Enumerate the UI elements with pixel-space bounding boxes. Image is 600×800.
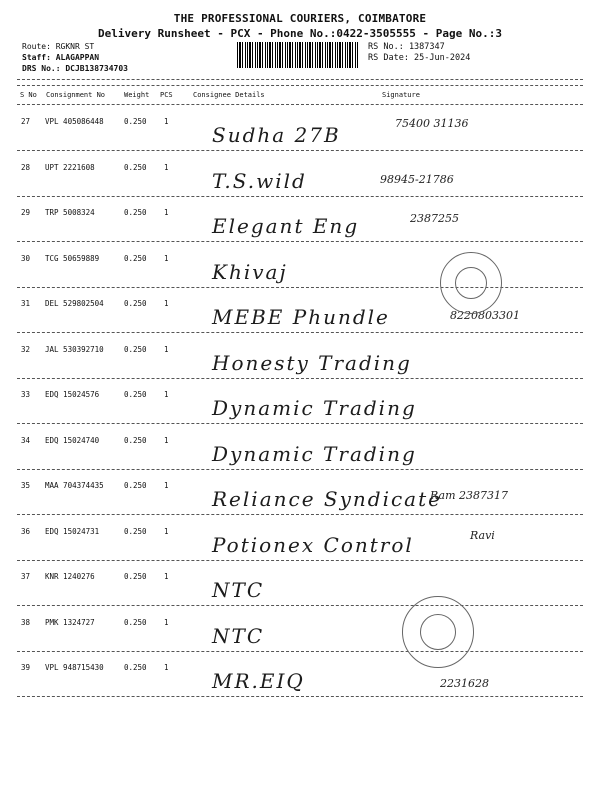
runsheet-meta-left: [22, 41, 128, 74]
row-weight: 0.250: [124, 163, 147, 172]
row-pcs: 1: [164, 572, 169, 581]
row-weight: 0.250: [124, 527, 147, 536]
row-sno: 30: [21, 254, 31, 263]
row-consignment-no: DEL 529802504: [45, 299, 104, 308]
row-divider: [17, 423, 583, 424]
row-sno: 29: [21, 208, 31, 217]
row-consignment-no: EDQ 15024740: [45, 436, 100, 445]
row-consignment-no: EDQ 15024576: [45, 390, 100, 399]
col-pcs-header: PCS: [160, 91, 173, 99]
row-divider: [17, 196, 583, 197]
row-divider: [17, 378, 583, 379]
row-divider: [17, 651, 583, 652]
row-signature-note: 98945-21786: [380, 173, 454, 186]
row-signature-note: 2231628: [440, 677, 489, 690]
row-pcs: 1: [164, 208, 169, 217]
row-consignment-no: PMK 1324727: [45, 618, 95, 627]
header-divider-mid: [17, 85, 583, 86]
row-sno: 35: [21, 481, 31, 490]
staff-text: Staff: ALAGAPPAN: [22, 53, 100, 62]
row-signature-note: 75400 31136: [395, 117, 469, 130]
row-signature-note: Ram 2387317: [430, 489, 509, 502]
row-consignment-no: JAL 530392710: [45, 345, 104, 354]
row-pcs: 1: [164, 527, 169, 536]
row-consignee-handwritten: Reliance Syndicate: [212, 487, 442, 511]
row-consignment-no: EDQ 15024731: [45, 527, 100, 536]
row-sno: 39: [21, 663, 31, 672]
row-consignment-no: UPT 2221608: [45, 163, 95, 172]
row-signature-note: 2387255: [410, 212, 459, 225]
col-consignment-header: Consignment No: [46, 91, 106, 99]
row-sno: 37: [21, 572, 31, 581]
row-consignee-handwritten: Dynamic Trading: [212, 442, 417, 466]
row-divider: [17, 332, 583, 333]
row-sno: 31: [21, 299, 31, 308]
row-consignment-no: VPL 948715430: [45, 663, 104, 672]
row-divider: [17, 514, 583, 515]
row-pcs: 1: [164, 299, 169, 308]
row-weight: 0.250: [124, 208, 147, 217]
company-title: THE PROFESSIONAL COURIERS, COIMBATORE: [173, 12, 427, 25]
row-consignee-handwritten: NTC: [212, 624, 265, 648]
row-weight: 0.250: [124, 572, 147, 581]
row-consignee-handwritten: Potionex Control: [212, 533, 414, 557]
row-sno: 28: [21, 163, 31, 172]
row-consignment-no: VPL 405086448: [45, 117, 104, 126]
rs-number: RS No.: 1387347: [368, 42, 445, 52]
header-divider-bottom: [17, 104, 583, 105]
row-consignment-no: TCG 50659889: [45, 254, 100, 263]
row-pcs: 1: [164, 436, 169, 445]
row-divider: [17, 150, 583, 151]
row-consignee-handwritten: T.S.wild: [212, 169, 307, 193]
row-pcs: 1: [164, 254, 169, 263]
row-weight: 0.250: [124, 481, 147, 490]
row-signature-note: 8220803301: [450, 309, 520, 322]
row-divider: [17, 241, 583, 242]
drs-number: DRS No.: DCJB138734703: [22, 64, 128, 73]
row-weight: 0.250: [124, 299, 147, 308]
row-consignee-handwritten: MR.EIQ: [212, 669, 305, 693]
route-text: Route: RGKNR ST: [22, 42, 95, 51]
row-consignee-handwritten: Sudha 27B: [212, 123, 341, 147]
row-consignee-handwritten: MEBE Phundle: [212, 305, 390, 329]
runsheet-meta-right: [368, 42, 470, 64]
row-pcs: 1: [164, 345, 169, 354]
col-weight-header: Weight: [124, 91, 150, 99]
stamp-mark-inner: [455, 267, 487, 299]
row-consignment-no: TRP 5008324: [45, 208, 95, 217]
row-pcs: 1: [164, 481, 169, 490]
row-sno: 38: [21, 618, 31, 627]
row-consignee-handwritten: Khivaj: [212, 260, 288, 284]
row-pcs: 1: [164, 117, 169, 126]
row-pcs: 1: [164, 663, 169, 672]
row-divider: [17, 605, 583, 606]
col-signature-header: Signature: [382, 91, 420, 99]
row-pcs: 1: [164, 618, 169, 627]
row-signature-note: Ravi: [470, 529, 495, 542]
rs-date: RS Date: 25-Jun-2024: [368, 53, 471, 63]
row-consignee-handwritten: Dynamic Trading: [212, 396, 417, 420]
row-divider: [17, 469, 583, 470]
row-sno: 32: [21, 345, 31, 354]
barcode-image: [237, 42, 359, 68]
row-consignment-no: MAA 704374435: [45, 481, 104, 490]
row-pcs: 1: [164, 163, 169, 172]
row-divider: [17, 560, 583, 561]
row-sno: 36: [21, 527, 31, 536]
col-sno-header: S No: [20, 91, 37, 99]
runsheet-subtitle: Delivery Runsheet - PCX - Phone No.:0422-3505555 - Page No.:3: [98, 27, 502, 40]
row-sno: 27: [21, 117, 31, 126]
col-consignee-header: Consignee Details: [193, 91, 265, 99]
row-consignment-no: KNR 1240276: [45, 572, 95, 581]
row-weight: 0.250: [124, 436, 147, 445]
row-sno: 33: [21, 390, 31, 399]
row-consignee-handwritten: Honesty Trading: [212, 351, 412, 375]
row-weight: 0.250: [124, 117, 147, 126]
row-sno: 34: [21, 436, 31, 445]
row-weight: 0.250: [124, 390, 147, 399]
row-weight: 0.250: [124, 254, 147, 263]
row-divider: [17, 696, 583, 697]
row-pcs: 1: [164, 390, 169, 399]
stamp-mark-inner: [420, 614, 456, 650]
row-weight: 0.250: [124, 618, 147, 627]
row-weight: 0.250: [124, 663, 147, 672]
row-consignee-handwritten: NTC: [212, 578, 265, 602]
row-weight: 0.250: [124, 345, 147, 354]
header-divider-top: [17, 79, 583, 80]
row-consignee-handwritten: Elegant Eng: [212, 214, 360, 238]
